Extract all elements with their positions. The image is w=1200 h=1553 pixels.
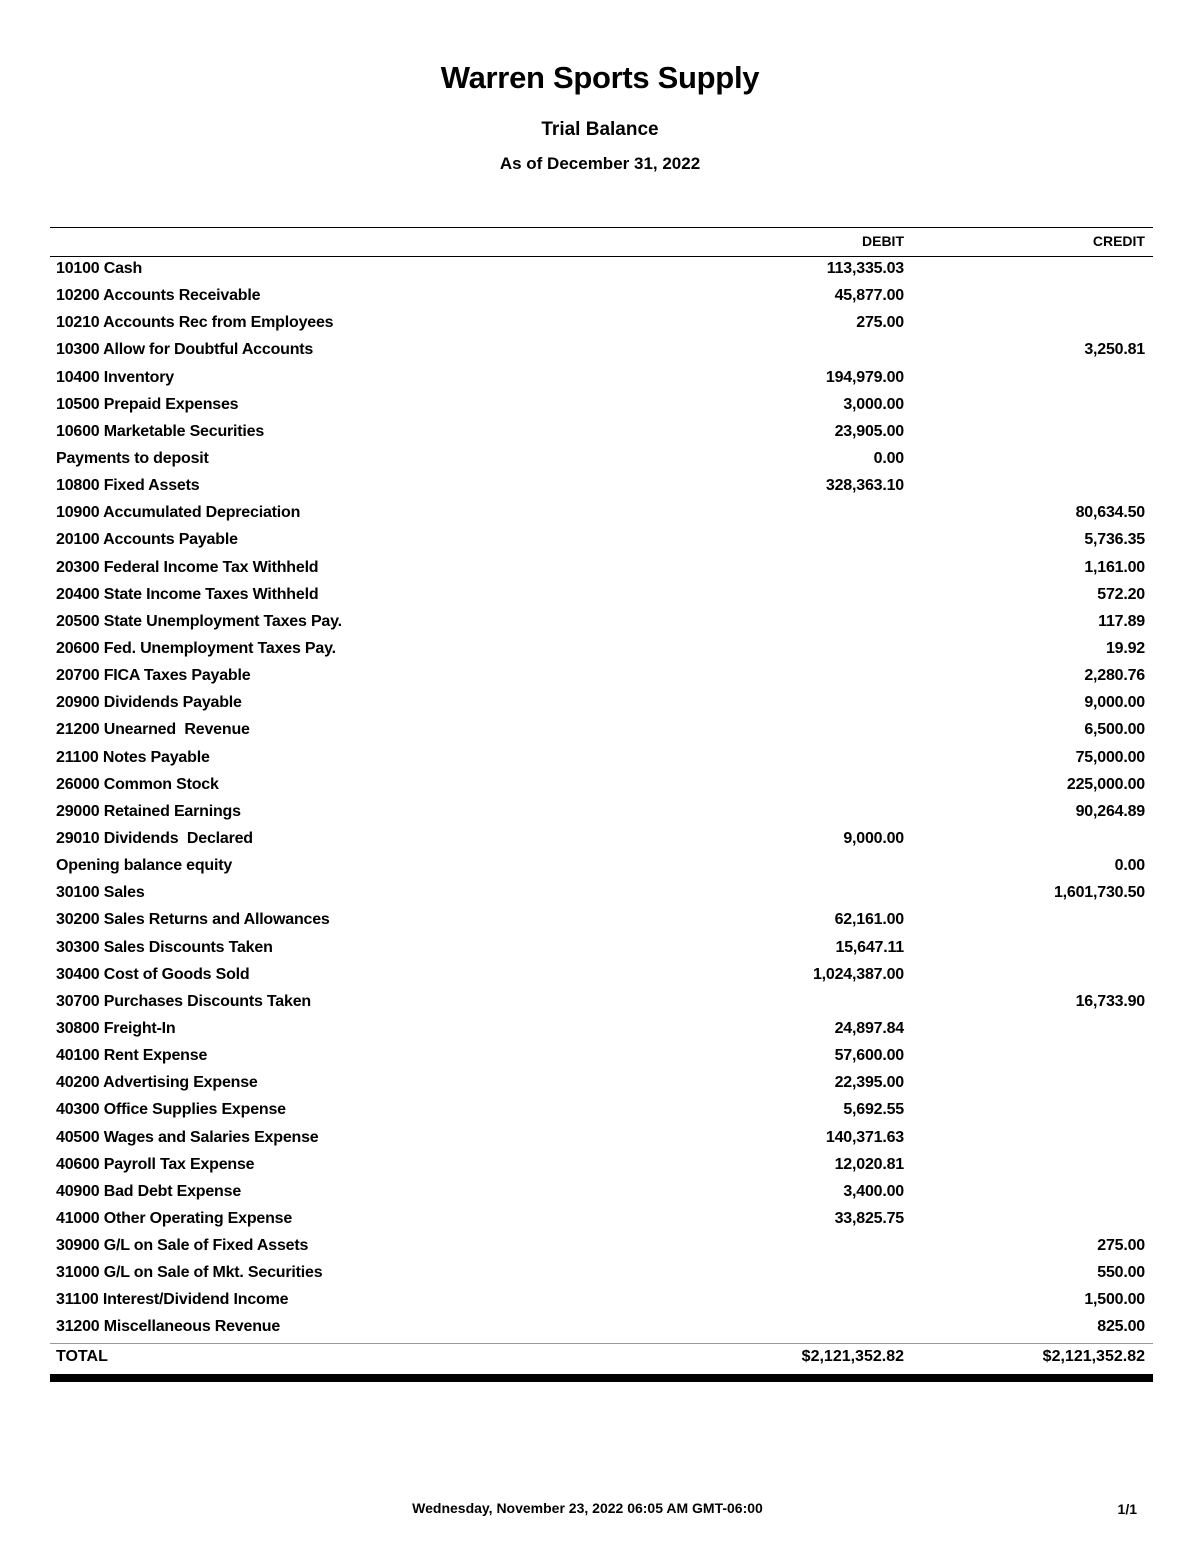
credit-amount: 90,264.89 [1075,802,1145,820]
account-name: 10210 Accounts Rec from Employees [56,314,334,332]
table-row [50,936,1153,963]
account-name: 30100 Sales [56,884,145,902]
account-name: 26000 Common Stock [56,775,219,793]
table-row [50,1288,1153,1315]
account-name: 10900 Accumulated Depreciation [56,504,301,522]
table-row [50,1180,1153,1207]
account-name: 20600 Fed. Unemployment Taxes Pay. [56,639,336,657]
report-date: As of December 31, 2022 [499,154,701,173]
table-bottom-bar [50,1374,1153,1382]
credit-amount: 225,000.00 [1066,775,1145,793]
account-name: 30400 Cost of Goods Sold [56,965,250,983]
trial-balance-table [50,227,1153,1382]
total-debit: $2,121,352.82 [801,1347,904,1365]
debit-amount: 24,897.84 [834,1019,904,1037]
account-name: 21100 Notes Payable [56,748,210,766]
credit-amount: 1,161.00 [1084,558,1145,576]
debit-amount: 3,000.00 [843,395,904,413]
table-row [50,1044,1153,1071]
account-name: 29010 Dividends Declared [56,829,253,847]
account-name: 10500 Prepaid Expenses [56,395,239,413]
debit-amount: 140,371.63 [825,1128,904,1146]
debit-amount: 0.00 [873,449,904,467]
table-row [50,718,1153,745]
table-row [50,610,1153,637]
account-name: 20400 State Income Taxes Withheld [56,585,319,603]
debit-amount: 33,825.75 [834,1209,904,1227]
account-name: 30300 Sales Discounts Taken [56,938,273,956]
footer-page-number: 1/1 [1117,1501,1137,1517]
credit-amount: 825.00 [1097,1318,1145,1336]
credit-amount: 550.00 [1097,1264,1145,1282]
table-row [50,963,1153,990]
table-row [50,556,1153,583]
account-name: 21200 Unearned Revenue [56,721,250,739]
debit-column-header: DEBIT [862,233,904,249]
debit-amount: 12,020.81 [834,1155,904,1173]
credit-amount: 75,000.00 [1075,748,1145,766]
table-row [50,474,1153,501]
table-row [50,1071,1153,1098]
account-name: Payments to deposit [56,449,209,467]
table-body [50,257,1153,1343]
table-row [50,637,1153,664]
table-row [50,528,1153,555]
table-row [50,284,1153,311]
table-row [50,908,1153,935]
account-name: 40200 Advertising Expense [56,1074,258,1092]
table-row [50,338,1153,365]
table-row [50,854,1153,881]
credit-amount: 16,733.90 [1075,992,1145,1010]
account-name: 10100 Cash [56,260,143,277]
credit-amount: 117.89 [1098,612,1145,630]
table-row [50,447,1153,474]
table-row [50,257,1153,284]
table-row [50,501,1153,528]
debit-amount: 5,692.55 [843,1101,904,1119]
account-name: 20500 State Unemployment Taxes Pay. [56,612,342,630]
account-name: 30800 Freight-In [56,1019,176,1037]
account-name: 10800 Fixed Assets [56,477,200,495]
credit-amount: 5,736.35 [1084,531,1145,549]
account-name: 30200 Sales Returns and Allowances [56,911,330,929]
debit-amount: 194,979.00 [825,368,904,386]
debit-amount: 62,161.00 [834,911,904,929]
account-name: 30700 Purchases Discounts Taken [56,992,311,1010]
credit-amount: 1,500.00 [1084,1291,1145,1309]
debit-amount: 1,024,387.00 [812,965,904,983]
credit-amount: 9,000.00 [1084,694,1145,712]
debit-amount: 45,877.00 [834,287,904,305]
debit-amount: 23,905.00 [834,422,904,440]
report-title: Trial Balance [541,119,659,140]
credit-column-header: CREDIT [1092,233,1145,249]
credit-amount: 3,250.81 [1084,341,1145,359]
total-row [50,1343,1153,1374]
table-row [50,393,1153,420]
table-row [50,420,1153,447]
table-row [50,773,1153,800]
account-name: 40600 Payroll Tax Expense [56,1155,255,1173]
account-name: 20300 Federal Income Tax Withheld [56,558,319,576]
credit-amount: 19.92 [1105,639,1145,657]
debit-amount: 9,000.00 [843,829,904,847]
table-row [50,583,1153,610]
account-name: 40900 Bad Debt Expense [56,1182,242,1200]
credit-amount: 80,634.50 [1075,504,1145,522]
table-header [50,228,1153,257]
table-row [50,1261,1153,1288]
footer-timestamp: Wednesday, November 23, 2022 06:05 AM GMT-06:00 [412,1500,763,1516]
account-name: 20900 Dividends Payable [56,694,242,712]
table-row [50,664,1153,691]
account-name: 29000 Retained Earnings [56,802,241,820]
account-name: 41000 Other Operating Expense [56,1209,293,1227]
table-row [50,1207,1153,1234]
table-row [50,881,1153,908]
account-name: 10200 Accounts Receivable [56,287,261,305]
account-name: Opening balance equity [56,857,233,875]
total-credit: $2,121,352.82 [1042,1347,1145,1365]
credit-amount: 275.00 [1097,1237,1145,1255]
table-row [50,990,1153,1017]
account-name: 40100 Rent Expense [56,1047,208,1065]
account-name: 40500 Wages and Salaries Expense [56,1128,319,1146]
table-row [50,1234,1153,1261]
table-row [50,1017,1153,1044]
debit-amount: 57,600.00 [834,1047,904,1065]
credit-amount: 6,500.00 [1084,721,1145,739]
account-name: 30900 G/L on Sale of Fixed Assets [56,1237,309,1255]
account-name: 20100 Accounts Payable [56,531,238,549]
table-row [50,1315,1153,1342]
account-name: 31000 G/L on Sale of Mkt. Securities [56,1264,323,1282]
table-row [50,1153,1153,1180]
debit-amount: 22,395.00 [834,1074,904,1092]
account-name: 10600 Marketable Securities [56,422,265,440]
table-row [50,1098,1153,1125]
credit-amount: 2,280.76 [1084,667,1145,685]
table-row [50,691,1153,718]
table-row [50,311,1153,338]
total-label: TOTAL [56,1347,108,1365]
account-name: 10400 Inventory [56,368,174,386]
credit-amount: 1,601,730.50 [1053,884,1145,902]
table-row [50,1126,1153,1153]
account-name: 31100 Interest/Dividend Income [56,1291,289,1309]
debit-amount: 113,335.03 [826,260,904,277]
account-name: 31200 Miscellaneous Revenue [56,1318,281,1336]
account-name: 20700 FICA Taxes Payable [56,667,251,685]
table-row [50,827,1153,854]
table-row [50,366,1153,393]
table-row [50,746,1153,773]
table-row [50,800,1153,827]
account-name: 40300 Office Supplies Expense [56,1101,286,1119]
account-name: 10300 Allow for Doubtful Accounts [56,341,314,359]
debit-amount: 275.00 [856,314,904,332]
credit-amount: 572.20 [1097,585,1145,603]
company-name: Warren Sports Supply [440,60,760,95]
credit-amount: 0.00 [1114,857,1145,875]
debit-amount: 3,400.00 [843,1182,904,1200]
debit-amount: 15,647.11 [835,938,904,956]
debit-amount: 328,363.10 [825,477,904,495]
